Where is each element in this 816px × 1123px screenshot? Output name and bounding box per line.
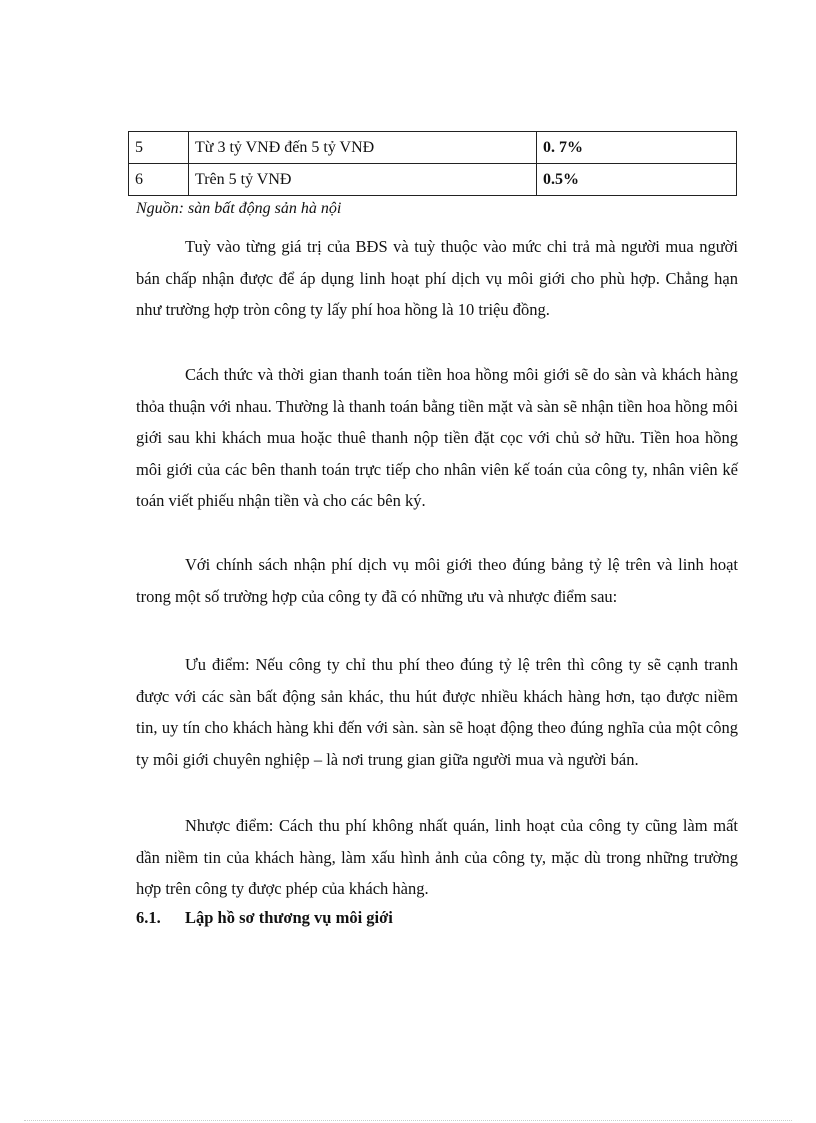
section-number: 6.1. [136,908,161,927]
fee-table [128,131,737,196]
paragraph [136,359,738,517]
row-number: 6 [129,164,189,196]
paragraph [136,549,738,612]
paragraph-text: Ưu điểm: Nếu công ty chỉ thu phí theo đúng tỷ lệ trên thì công ty sẽ cạnh tranh được với các sàn bất động sản khác, thu hút được nhiều khách hàng hơn, tạo được niềm tin, uy tín cho khách hàng khi đến với sàn. sàn sẽ hoạt động theo đúng nghĩa của một công ty môi giới chuyên nghiệp – là nơi trung gian giữa người mua và người bán. [136,655,738,769]
paragraph-text: Cách thức và thời gian thanh toán tiền hoa hồng môi giới sẽ do sàn và khách hàng thỏa thuận với nhau. Thường là thanh toán bằng tiền mặt và sàn sẽ nhận tiền hoa hồng môi giới sau khi khách mua hoặc thuê thanh nộp tiền đặt cọc với chủ sở hữu. Tiền hoa hồng môi giới của các bên thanh toán trực tiếp cho nhân viên kế toán của công ty, nhân viên kế toán viết phiếu nhận tiền và cho các bên ký. [136,365,738,510]
value-range: Trên 5 tỷ VNĐ [189,164,537,196]
paragraph-text: Nhược điểm: Cách thu phí không nhất quán, linh hoạt của công ty cũng làm mất dần niềm tin của khách hàng, làm xấu hình ảnh của công ty, mặc dù trong những trường hợp trên công ty được phép của khách hàng. [136,816,738,898]
row-number: 5 [129,132,189,164]
paragraph [136,649,738,775]
table-source-note: Nguồn: sàn bất động sản hà nội [136,200,342,217]
fee-rate: 0.5% [537,164,737,196]
section-title: Lập hồ sơ thương vụ môi giới [185,908,393,927]
value-range: Từ 3 tỷ VNĐ đến 5 tỷ VNĐ [189,132,537,164]
paragraph [136,810,738,905]
section-heading [136,908,393,928]
page-bottom-divider [24,1120,792,1121]
paragraph [136,231,738,326]
table-row [129,164,737,196]
fee-rate: 0. 7% [537,132,737,164]
table-row [129,132,737,164]
paragraph-text: Với chính sách nhận phí dịch vụ môi giới theo đúng bảng tỷ lệ trên và linh hoạt trong một số trường hợp của công ty đã có những ưu và nhược điểm sau: [136,555,738,606]
paragraph-text: Tuỳ vào từng giá trị của BĐS và tuỳ thuộc vào mức chi trả mà người mua người bán chấp nhận được để áp dụng linh hoạt phí dịch vụ môi giới cho phù hợp. Chẳng hạn như trường hợp tròn công ty lấy phí hoa hồng là 10 triệu đồng. [136,237,738,319]
